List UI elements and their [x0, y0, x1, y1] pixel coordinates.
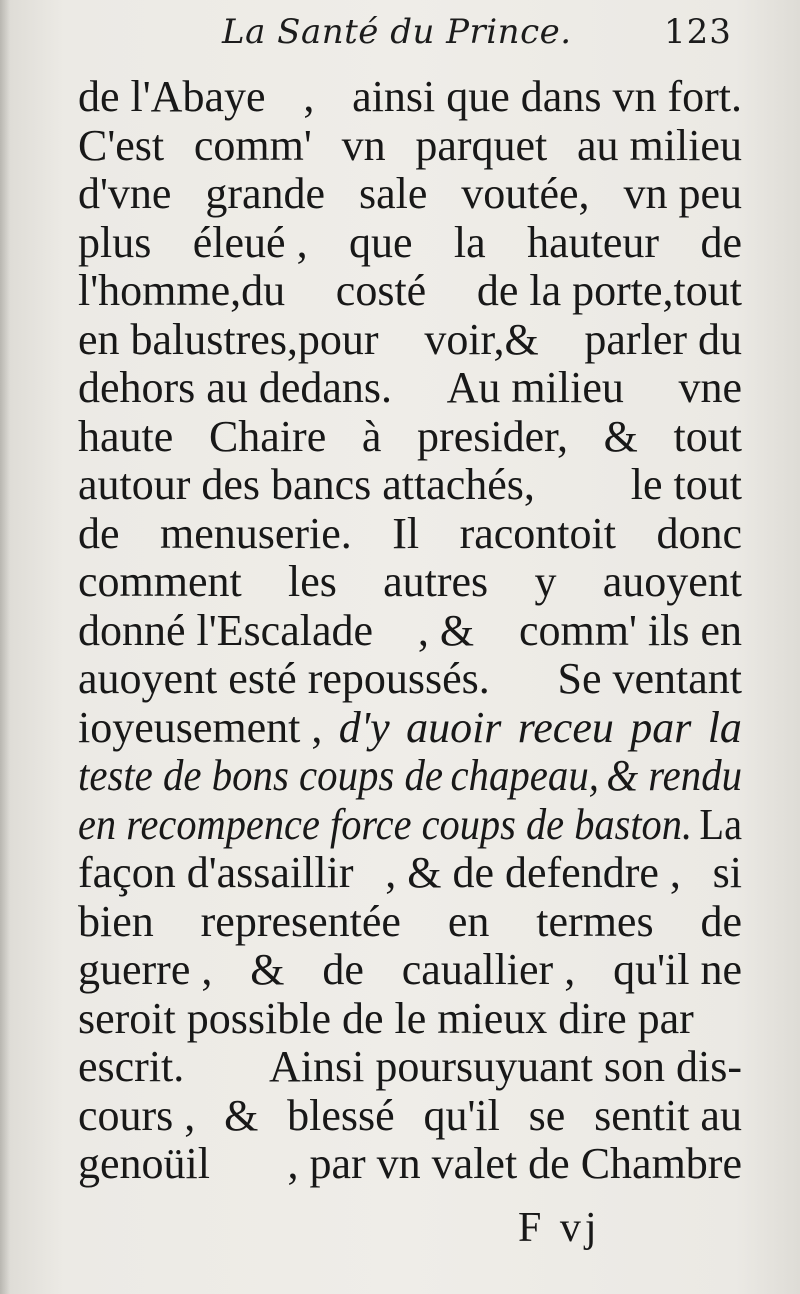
text-segment: grande: [205, 169, 326, 218]
text-line: [78, 945, 742, 995]
text-line: [78, 897, 742, 947]
text-segment: Se ventant: [557, 654, 742, 703]
text-segment: tout: [673, 411, 742, 461]
text-line: [78, 1139, 742, 1189]
text-segment: vn: [341, 120, 386, 170]
text-segment: cours ,: [78, 1090, 196, 1140]
text-segment: en: [447, 896, 490, 946]
text-segment: representée: [200, 896, 401, 946]
text-segment: auoir: [406, 702, 502, 752]
text-segment: la: [453, 217, 486, 267]
text-segment: & rendu: [606, 751, 743, 800]
text-segment: termes: [536, 896, 654, 946]
text-segment: comm': [193, 120, 312, 170]
text-line: [78, 460, 742, 510]
signature-mark: F vj: [518, 1205, 601, 1251]
text-segment: Il: [392, 508, 420, 558]
text-segment: si: [712, 848, 742, 897]
text-segment: &: [603, 411, 638, 461]
text-segment: dehors au dedans.: [78, 363, 393, 412]
text-line: [78, 72, 742, 122]
text-segment: l'homme,du: [78, 266, 286, 315]
text-segment: comment: [78, 557, 242, 606]
text-segment: que: [348, 217, 413, 267]
text-line: [78, 218, 742, 268]
text-line: [78, 509, 742, 559]
text-segment: auoyent esté repoussés.: [78, 654, 490, 703]
text-segment: parquet: [415, 120, 548, 170]
text-line: [78, 1042, 742, 1092]
text-line: [78, 654, 742, 704]
text-segment: menuserie.: [159, 508, 352, 558]
text-segment: comm' ils en: [518, 605, 742, 655]
text-segment: ainsi que dans vn fort.: [352, 72, 742, 121]
text-segment: sentit au: [594, 1090, 742, 1140]
text-segment: presider,: [417, 411, 568, 461]
text-segment: blessé: [287, 1090, 395, 1140]
text-segment: voir,&: [424, 314, 539, 364]
text-segment: La: [699, 799, 743, 849]
text-segment: éleué ,: [192, 217, 308, 267]
text-segment: vne: [678, 363, 742, 412]
text-segment: chapeau,: [450, 751, 599, 800]
text-line: [78, 994, 742, 1044]
text-segment: vn peu: [623, 169, 742, 218]
running-title: La Santé du Prince.: [222, 12, 572, 52]
text-segment: façon d'assaillir: [78, 848, 354, 897]
text-line: [78, 412, 742, 462]
text-line: [78, 169, 742, 219]
text-segment: en recompence force coups de baston.: [78, 799, 693, 849]
text-line: [78, 363, 742, 413]
text-segment: genoüil: [78, 1139, 210, 1188]
text-line: [78, 703, 742, 753]
text-segment: plus: [78, 217, 152, 267]
text-segment: se: [528, 1090, 566, 1140]
text-segment: , &: [417, 605, 475, 655]
text-segment: donné l'Escalade: [78, 605, 374, 655]
text-line: [78, 606, 742, 656]
text-segment: costé: [335, 266, 427, 315]
text-segment: , & de defendre ,: [385, 848, 681, 897]
text-segment: haute: [78, 411, 174, 461]
text-segment: Ainsi poursuyuant son dis-: [269, 1042, 742, 1091]
text-segment: cauallier ,: [401, 945, 576, 994]
text-line: [78, 121, 742, 171]
text-segment: ioyeusement ,: [78, 702, 323, 752]
text-segment: Chaire: [208, 411, 327, 461]
text-segment: guerre ,: [78, 945, 213, 994]
text-segment: d'vne: [78, 169, 172, 218]
text-segment: seroit possible de le mieux dire par: [78, 993, 694, 1043]
text-segment: &: [250, 945, 285, 994]
text-segment: voutée,: [461, 169, 590, 218]
text-segment: de: [700, 217, 742, 267]
page-number: 123: [664, 12, 732, 52]
text-segment: C'est: [78, 120, 165, 170]
text-line: [78, 315, 742, 365]
text-segment: de la porte,tout: [476, 266, 742, 315]
text-segment: , par vn valet de Chambre: [287, 1139, 742, 1188]
text-segment: les: [287, 557, 337, 606]
text-segment: d'y: [338, 702, 390, 752]
text-segment: autres: [383, 557, 489, 606]
text-segment: par: [630, 702, 692, 752]
text-segment: en balustres,pour: [78, 314, 379, 364]
text-segment: la: [707, 702, 742, 752]
text-segment: de: [322, 945, 364, 994]
text-segment: teste de bons coups de: [78, 751, 444, 800]
text-segment: &: [224, 1090, 259, 1140]
text-segment: de: [78, 508, 120, 558]
text-segment: au milieu: [577, 120, 742, 170]
text-segment: le tout: [630, 460, 742, 509]
text-segment: à: [361, 411, 382, 461]
text-line: [78, 751, 742, 801]
text-segment: hauteur: [527, 217, 660, 267]
text-segment: donc: [656, 508, 742, 558]
text-line: [78, 1091, 742, 1141]
text-segment: sale: [358, 169, 428, 218]
text-segment: parler du: [584, 314, 742, 364]
text-segment: y: [534, 557, 557, 606]
text-segment: ,: [303, 72, 315, 121]
text-segment: receu: [517, 702, 614, 752]
text-line: [78, 557, 742, 607]
text-segment: autour des bancs attachés,: [78, 460, 535, 509]
text-line: [78, 848, 742, 898]
text-segment: de l'Abaye: [78, 72, 266, 121]
text-segment: qu'il: [423, 1090, 500, 1140]
text-segment: de: [700, 896, 742, 946]
text-line: [78, 800, 742, 850]
text-segment: auoyent: [602, 557, 742, 606]
text-segment: Au milieu: [446, 363, 624, 412]
text-segment: bien: [78, 896, 154, 946]
text-segment: racontoit: [459, 508, 616, 558]
text-segment: qu'il ne: [613, 945, 742, 994]
text-line: [78, 266, 742, 316]
text-segment: escrit.: [78, 1042, 185, 1091]
